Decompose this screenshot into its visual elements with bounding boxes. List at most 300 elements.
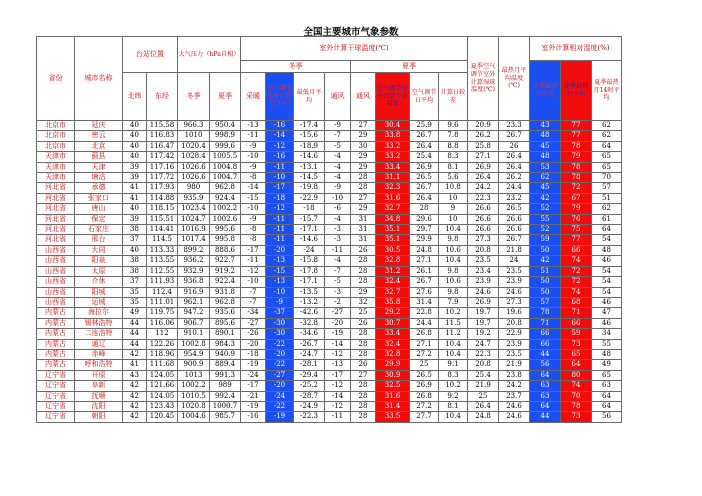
cell-ventilation-summer: 27 [351,121,376,131]
cell-north-lat: 40 [123,121,147,131]
cell-rh-winter-cold: 66 [530,339,561,349]
cell-rh-summer-hot: 71 [561,308,592,318]
cell-city: 沈阳 [75,401,123,411]
cell-pressure-summer: 919.2 [210,266,241,276]
cell-summer-ac-temp: 32.5 [376,381,410,391]
cell-ventilation-winter: -3 [325,235,351,245]
header-rh-group: 室外计算相对湿度(%) [530,37,622,61]
cell-province: 山西省 [37,297,75,307]
cell-daily-range: 7.8 [439,131,468,141]
cell-pressure-summer: 950.4 [210,121,241,131]
cell-city: 唐山 [75,204,123,214]
cell-north-lat: 44 [123,329,147,339]
cell-pressure-summer: 889.4 [210,360,241,370]
cell-pressure-summer: 985.7 [210,412,241,422]
cell-summer-daily-avg: 26.7 [410,277,439,287]
cell-rh-summer-14: 56 [592,412,622,422]
cell-coldest-month-avg: -17.8 [294,266,325,276]
header-city: 城市名称 [75,37,123,121]
cell-summer-daily-avg: 26.9 [410,381,439,391]
cell-coldest-month-avg: -19.8 [294,183,325,193]
cell-province: 山西省 [37,287,75,297]
cell-pressure-winter: 947.2 [178,308,210,318]
cell-summer-wetbulb: 19.7 [468,318,499,328]
cell-ventilation-summer: 26 [351,245,376,255]
cell-summer-wetbulb: 26.6 [468,225,499,235]
cell-coldest-month-avg: -42.6 [294,308,325,318]
table-row [37,339,622,349]
cell-rh-winter-cold: 50 [530,287,561,297]
cell-north-lat: 41 [123,193,147,203]
cell-winter-ac-temp: -10 [266,173,294,183]
cell-pressure-summer: 995.6 [210,225,241,235]
cell-city: 开原 [75,370,123,380]
cell-hottest-month-avg: 26.5 [499,204,530,214]
cell-province: 河北省 [37,193,75,203]
cell-rh-summer-14: 70 [592,173,622,183]
cell-summer-daily-avg: 27.2 [410,349,439,359]
cell-hottest-month-avg: 26.4 [499,162,530,172]
cell-summer-ac-temp: 32.8 [376,256,410,266]
table-row [37,266,622,276]
cell-rh-summer-hot: 64 [561,360,592,370]
cell-rh-summer-14: 48 [592,349,622,359]
cell-north-lat: 39 [123,173,147,183]
cell-summer-wetbulb: 23.4 [468,266,499,276]
cell-pressure-winter: 935.9 [178,193,210,203]
table-row [37,287,622,297]
cell-summer-ac-temp: 32.8 [376,349,410,359]
cell-summer-ac-temp: 30.5 [376,245,410,255]
header-north-lat: 北纬 [123,73,147,121]
cell-rh-summer-14: 65 [592,152,622,162]
cell-east-long: 114.41 [147,225,178,235]
cell-summer-ac-temp: 31.6 [376,193,410,203]
cell-north-lat: 40 [123,152,147,162]
cell-ventilation-summer: 28 [351,349,376,359]
cell-winter-ac-temp: -22 [266,339,294,349]
cell-hottest-month-avg: 22.9 [499,329,530,339]
cell-ventilation-winter: -12 [325,401,351,411]
cell-pressure-winter: 899.2 [178,245,210,255]
cell-rh-summer-hot: 79 [561,152,592,162]
cell-hottest-month-avg: 26.7 [499,235,530,245]
cell-rh-winter-cold: 50 [530,245,561,255]
cell-heating-temp: -7 [241,287,266,297]
cell-winter-ac-temp: -19 [266,412,294,422]
cell-winter-ac-temp: -30 [266,318,294,328]
cell-north-lat: 40 [123,141,147,151]
cell-city: 锡林浩特 [75,318,123,328]
cell-rh-winter-cold: 43 [530,121,561,131]
cell-coldest-month-avg: -25.2 [294,381,325,391]
cell-pressure-summer: 931.8 [210,287,241,297]
cell-rh-winter-cold: 52 [530,225,561,235]
cell-pressure-winter: 1010 [178,131,210,141]
cell-summer-ac-temp: 35.1 [376,235,410,245]
cell-heating-temp: -8 [241,225,266,235]
cell-pressure-winter: 916.9 [178,287,210,297]
table-row [37,370,622,380]
cell-north-lat: 39 [123,162,147,172]
cell-coldest-month-avg: -24.9 [294,401,325,411]
cell-pressure-summer: 895.6 [210,318,241,328]
cell-province: 辽宁省 [37,391,75,401]
cell-rh-winter-cold: 53 [530,162,561,172]
header-max-monthly-avg: 最热月平均温度(℃) [499,37,530,121]
cell-rh-summer-14: 54 [592,277,622,287]
cell-hottest-month-avg: 26.2 [499,173,530,183]
cell-rh-winter-cold: 71 [530,318,561,328]
cell-daily-range: 10 [439,214,468,224]
cell-north-lat: 37 [123,235,147,245]
cell-pressure-summer: 1002.6 [210,214,241,224]
cell-rh-summer-hot: 74 [561,256,592,266]
cell-city: 运城 [75,297,123,307]
cell-pressure-winter: 910.1 [178,329,210,339]
header-summer-ac-wetbulb: 夏季空气调节室外计算湿球温度(℃) [468,37,499,121]
table-row [37,360,622,370]
cell-rh-winter-cold: 50 [530,277,561,287]
cell-winter-ac-temp: -10 [266,287,294,297]
cell-ventilation-summer: 29 [351,287,376,297]
cell-hottest-month-avg: 19.6 [499,308,530,318]
cell-summer-wetbulb: 23.5 [468,256,499,266]
cell-ventilation-winter: -19 [325,329,351,339]
cell-summer-daily-avg: 26.1 [410,266,439,276]
cell-heating-temp: -9 [241,162,266,172]
cell-heating-temp: -12 [241,266,266,276]
cell-ventilation-winter: -9 [325,183,351,193]
cell-city: 呼和浩特 [75,360,123,370]
cell-east-long: 117.16 [147,162,178,172]
cell-winter-ac-temp: -11 [266,225,294,235]
cell-north-lat: 40 [123,245,147,255]
cell-heating-temp: -14 [241,183,266,193]
cell-daily-range: 10.6 [439,245,468,255]
cell-hottest-month-avg: 23.9 [499,339,530,349]
cell-province: 辽宁省 [37,370,75,380]
table-row [37,141,622,151]
cell-daily-range: 9.8 [439,235,468,245]
cell-ventilation-winter: -10 [325,193,351,203]
cell-rh-summer-14: 46 [592,256,622,266]
cell-pressure-summer: 995.8 [210,235,241,245]
cell-north-lat: 44 [123,318,147,328]
cell-summer-wetbulb: 20.8 [468,360,499,370]
cell-ventilation-summer: 29 [351,204,376,214]
cell-coldest-month-avg: -14.6 [294,152,325,162]
cell-pressure-summer: 940.9 [210,349,241,359]
cell-ventilation-summer: 29 [351,162,376,172]
cell-pressure-summer: 999.6 [210,141,241,151]
cell-rh-winter-cold: 62 [530,173,561,183]
cell-summer-ac-temp: 33.2 [376,141,410,151]
cell-rh-summer-14: 62 [592,131,622,141]
cell-hottest-month-avg: 26.6 [499,214,530,224]
table-row [37,235,622,245]
cell-pressure-winter: 1004.6 [178,412,210,422]
table-row [37,131,622,141]
cell-province: 内蒙古 [37,318,75,328]
cell-rh-summer-hot: 68 [561,297,592,307]
cell-north-lat: 35 [123,297,147,307]
header-rh-winter-cold: 冬季最冷月平均 [530,61,561,121]
cell-city: 承德 [75,183,123,193]
cell-rh-winter-cold: 44 [530,412,561,422]
header-winter-group: 冬季 [241,61,351,73]
cell-pressure-summer: 1005.5 [210,152,241,162]
cell-heating-temp: -10 [241,277,266,287]
cell-heating-temp: -24 [241,370,266,380]
cell-city: 二连浩特 [75,329,123,339]
cell-ventilation-winter: -14 [325,339,351,349]
cell-ventilation-winter: -7 [325,131,351,141]
cell-rh-winter-cold: 48 [530,152,561,162]
cell-ventilation-summer: 32 [351,297,376,307]
cell-rh-winter-cold: 51 [530,266,561,276]
cell-ventilation-summer: 31 [351,214,376,224]
cell-east-long: 117.93 [147,183,178,193]
cell-daily-range: 10.2 [439,308,468,318]
cell-winter-ac-temp: -37 [266,308,294,318]
cell-heating-temp: -10 [241,152,266,162]
cell-summer-ac-temp: 33.8 [376,131,410,141]
cell-east-long: 117.72 [147,173,178,183]
cell-pressure-winter: 936.8 [178,277,210,287]
cell-province: 河北省 [37,183,75,193]
header-east-long: 东经 [147,73,178,121]
cell-summer-wetbulb: 21.9 [468,381,499,391]
cell-rh-summer-hot: 74 [561,381,592,391]
cell-summer-daily-avg: 25.9 [410,121,439,131]
cell-rh-summer-hot: 72 [561,266,592,276]
cell-summer-daily-avg: 26.7 [410,183,439,193]
cell-pressure-winter: 1028.4 [178,152,210,162]
cell-ventilation-winter: -6 [325,204,351,214]
header-rh-summer-14: 夏季最热月14时平均 [592,61,622,121]
cell-rh-winter-cold: 57 [530,297,561,307]
header-ventilation-summer: 通风 [351,73,376,121]
cell-summer-wetbulb: 24.6 [468,287,499,297]
cell-pressure-winter: 1026.6 [178,162,210,172]
cell-ventilation-winter: -4 [325,173,351,183]
cell-daily-range: 10.6 [439,277,468,287]
cell-winter-ac-temp: -13 [266,277,294,287]
cell-ventilation-summer: 30 [351,141,376,151]
cell-north-lat: 42 [123,401,147,411]
header-pressure-winter: 冬季 [178,73,210,121]
cell-pressure-summer: 962.8 [210,183,241,193]
cell-coldest-month-avg: -32.8 [294,318,325,328]
cell-city: 海拉尔 [75,308,123,318]
cell-city: 介休 [75,277,123,287]
cell-east-long: 112 [147,329,178,339]
cell-daily-range: 9.2 [439,391,468,401]
cell-pressure-summer: 989 [210,381,241,391]
cell-rh-summer-hot: 78 [561,141,592,151]
cell-coldest-month-avg: -18.9 [294,141,325,151]
cell-ventilation-winter: -9 [325,121,351,131]
cell-rh-winter-cold: 63 [530,381,561,391]
cell-coldest-month-avg: -13.1 [294,162,325,172]
cell-summer-daily-avg: 26.5 [410,370,439,380]
cell-province: 河北省 [37,235,75,245]
cell-city: 阜新 [75,381,123,391]
cell-ventilation-winter: -11 [325,412,351,422]
cell-winter-ac-temp: -13 [266,256,294,266]
cell-heating-temp: -8 [241,235,266,245]
cell-winter-ac-temp: -12 [266,141,294,151]
cell-pressure-winter: 1002.8 [178,339,210,349]
cell-coldest-month-avg: -34.6 [294,329,325,339]
cell-pressure-summer: 1004.7 [210,173,241,183]
cell-rh-summer-hot: 77 [561,235,592,245]
cell-ventilation-winter: -3 [325,287,351,297]
cell-north-lat: 42 [123,391,147,401]
cell-summer-daily-avg: 27.1 [410,339,439,349]
cell-ventilation-winter: -12 [325,381,351,391]
cell-summer-wetbulb: 27.3 [468,235,499,245]
cell-rh-summer-14: 34 [592,329,622,339]
cell-heating-temp: -9 [241,141,266,151]
cell-summer-daily-avg: 26.8 [410,391,439,401]
cell-ventilation-summer: 27 [351,193,376,203]
cell-heating-temp: -19 [241,360,266,370]
cell-rh-summer-14: 47 [592,308,622,318]
cell-heating-temp: -18 [241,349,266,359]
table-row [37,318,622,328]
cell-summer-wetbulb: 22.3 [468,349,499,359]
cell-north-lat: 38 [123,266,147,276]
cell-east-long: 112.55 [147,266,178,276]
cell-coldest-month-avg: -24 [294,245,325,255]
cell-pressure-winter: 936.2 [178,256,210,266]
cell-ventilation-summer: 28 [351,277,376,287]
cell-pressure-summer: 991.3 [210,370,241,380]
cell-coldest-month-avg: -24.7 [294,349,325,359]
cell-summer-daily-avg: 26.7 [410,131,439,141]
cell-winter-ac-temp: -24 [266,391,294,401]
cell-rh-summer-hot: 78 [561,162,592,172]
cell-rh-summer-14: 57 [592,183,622,193]
cell-north-lat: 38 [123,225,147,235]
cell-daily-range: 8.8 [439,141,468,151]
cell-summer-daily-avg: 24.4 [410,318,439,328]
table-row [37,173,622,183]
header-summer-group: 夏季 [351,61,468,73]
cell-rh-summer-hot: 70 [561,391,592,401]
cell-ventilation-winter: -2 [325,297,351,307]
cell-hottest-month-avg: 26.4 [499,152,530,162]
cell-heating-temp: -13 [241,121,266,131]
cell-winter-ac-temp: -11 [266,235,294,245]
cell-heating-temp: -7 [241,297,266,307]
cell-coldest-month-avg: -17.4 [294,121,325,131]
header-heating: 采暖 [241,73,266,121]
cell-summer-wetbulb: 27.1 [468,152,499,162]
cell-summer-wetbulb: 24.7 [468,339,499,349]
cell-heating-temp: -20 [241,339,266,349]
cell-rh-winter-cold: 64 [530,401,561,411]
cell-summer-wetbulb: 26.9 [468,162,499,172]
cell-coldest-month-avg: -13.2 [294,297,325,307]
cell-rh-summer-hot: 72 [561,277,592,287]
cell-ventilation-summer: 26 [351,360,376,370]
cell-pressure-summer: 1004.8 [210,162,241,172]
cell-heating-temp: -11 [241,131,266,141]
cell-summer-wetbulb: 25 [468,391,499,401]
cell-pressure-summer: 922.4 [210,277,241,287]
cell-daily-range: 9.8 [439,266,468,276]
cell-daily-range: 11.2 [439,329,468,339]
cell-rh-winter-cold: 45 [530,183,561,193]
cell-rh-summer-hot: 75 [561,225,592,235]
cell-rh-winter-cold: 42 [530,256,561,266]
cell-east-long: 115.58 [147,121,178,131]
header-daily-range: 计算日较差 [439,73,468,121]
cell-city: 张家口 [75,193,123,203]
cell-coldest-month-avg: -14.6 [294,235,325,245]
cell-winter-ac-temp: -22 [266,360,294,370]
cell-coldest-month-avg: -18 [294,204,325,214]
cell-daily-range: 5.6 [439,173,468,183]
cell-north-lat: 49 [123,308,147,318]
cell-pressure-summer: 935.6 [210,308,241,318]
header-rh-summer-hot: 夏季最热月平均 [561,61,592,121]
cell-winter-ac-temp: -20 [266,381,294,391]
cell-summer-ac-temp: 33.4 [376,162,410,172]
cell-east-long: 124.05 [147,391,178,401]
cell-rh-winter-cold: 48 [530,131,561,141]
cell-rh-summer-hot: 77 [561,121,592,131]
cell-rh-summer-hot: 73 [561,412,592,422]
cell-north-lat: 39 [123,214,147,224]
header-pressure-summer: 夏季 [210,73,241,121]
cell-pressure-winter: 954.9 [178,349,210,359]
cell-pressure-winter: 1010.5 [178,391,210,401]
cell-ventilation-winter: -11 [325,245,351,255]
cell-province: 内蒙古 [37,308,75,318]
cell-rh-winter-cold: 78 [530,308,561,318]
cell-province: 辽宁省 [37,401,75,411]
cell-summer-daily-avg: 25.4 [410,152,439,162]
cell-city: 阳城 [75,287,123,297]
cell-rh-summer-14: 62 [592,204,622,214]
cell-hottest-month-avg: 23.7 [499,391,530,401]
cell-province: 北京市 [37,121,75,131]
cell-ventilation-winter: -5 [325,277,351,287]
cell-rh-summer-14: 65 [592,370,622,380]
cell-coldest-month-avg: -15.8 [294,256,325,266]
cell-north-lat: 42 [123,381,147,391]
cell-east-long: 111.68 [147,360,178,370]
cell-city: 保定 [75,214,123,224]
cell-north-lat: 41 [123,360,147,370]
cell-pressure-winter: 1026.6 [178,173,210,183]
cell-hottest-month-avg: 26.6 [499,225,530,235]
cell-north-lat: 41 [123,183,147,193]
cell-rh-summer-hot: 66 [561,318,592,328]
cell-province: 河北省 [37,225,75,235]
cell-ventilation-summer: 28 [351,339,376,349]
cell-winter-ac-temp: -12 [266,204,294,214]
cell-east-long: 118.96 [147,349,178,359]
cell-rh-summer-14: 63 [592,381,622,391]
cell-daily-range: 10.8 [439,183,468,193]
cell-province: 天津市 [37,152,75,162]
cell-province: 北京市 [37,141,75,151]
